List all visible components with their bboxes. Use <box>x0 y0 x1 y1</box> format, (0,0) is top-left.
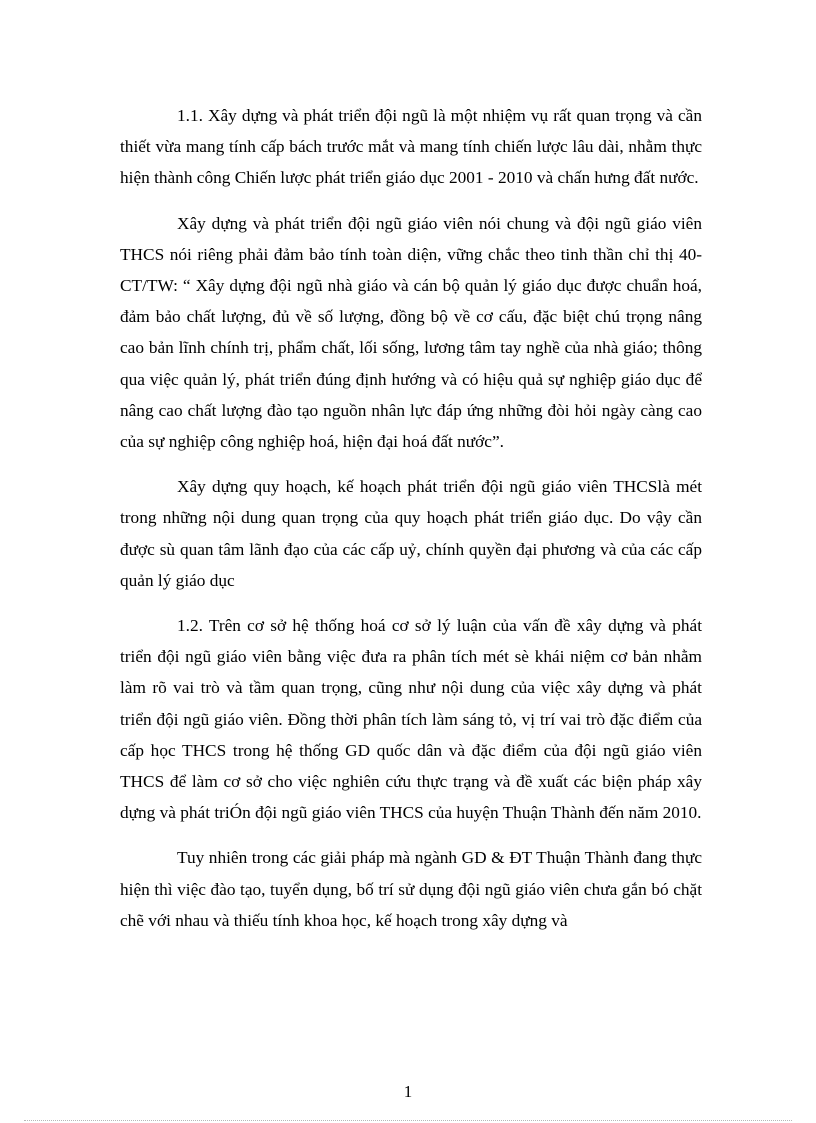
document-body <box>120 100 702 950</box>
paragraph-1-2: 1.2. Trên cơ sở hệ thống hoá cơ sở lý luận của vấn đề xây dựng và phát triển đội ngũ giáo viên bằng việc đưa ra phân tích mét sè khái niệm cơ bản nhằm làm rõ vai trò và tầm quan trọng, cũng như nội dung của việc xây dựng và phát triển đội ngũ giáo viên. Đồng thời phân tích làm sáng tỏ, vị trí vai trò đặc điểm của cấp học THCS trong hệ thống GD quốc dân và đặc điểm của đội ngũ giáo viên THCS để làm cơ sở cho việc nghiên cứu thực trạng và đề xuất các biện pháp xây dựng và phát triÓn đội ngũ giáo viên THCS của huyện Thuận Thành đến năm 2010. <box>120 616 702 823</box>
paragraph-1-1: 1.1. Xây dựng và phát triển đội ngũ là một nhiệm vụ rất quan trọng và cần thiết vừa mang tính cấp bách trước mắt và mang tính chiến lược lâu dài, nhằm thực hiện thành công Chiến lược phát triển giáo dục 2001 - 2010 và chấn hưng đất nước. <box>120 106 702 188</box>
paragraph-solutions: Tuy nhiên trong các giải pháp mà ngành GD & ĐT Thuận Thành đang thực hiện thì việc đào tạo, tuyển dụng, bố trí sử dụng đội ngũ giáo viên chưa gắn bó chặt chẽ với nhau và thiếu tính khoa học, kế hoạch trong xây dựng và <box>120 848 702 930</box>
paragraph-teacher-development: Xây dựng và phát triển đội ngũ giáo viên nói chung và đội ngũ giáo viên THCS nói riêng phải đảm bảo tính toàn diện, vững chắc theo tinh thần chỉ thị 40-CT/TW: “ Xây dựng đội ngũ nhà giáo và cán bộ quản lý giáo dục được chuẩn hoá, đảm bảo chất lượng, đủ về số lượng, đồng bộ về cơ cấu, đặc biệt chú trọng nâng cao bản lĩnh chính trị, phẩm chất, lối sống, lương tâm tay nghề của nhà giáo; thông qua việc quản lý, phát triển đúng định hướng và có hiệu quả sự nghiệp giáo dục để nâng cao chất lượng đào tạo nguồn nhân lực đáp ứng những đòi hỏi ngày càng cao của sự nghiệp công nghiệp hoá, hiện đại hoá đất nước”. <box>120 213 702 452</box>
page-bottom-divider <box>24 1120 792 1121</box>
paragraph-planning: Xây dựng quy hoạch, kế hoạch phát triển đội ngũ giáo viên THCSlà mét trong những nội dung quan trọng của quy hoạch phát triển giáo dục. Do vậy cần được sù quan tâm lãnh đạo của các cấp uỷ, chính quyền đại phương và của các cấp quản lý giáo dục <box>120 477 702 590</box>
page-number: 1 <box>403 1082 413 1101</box>
